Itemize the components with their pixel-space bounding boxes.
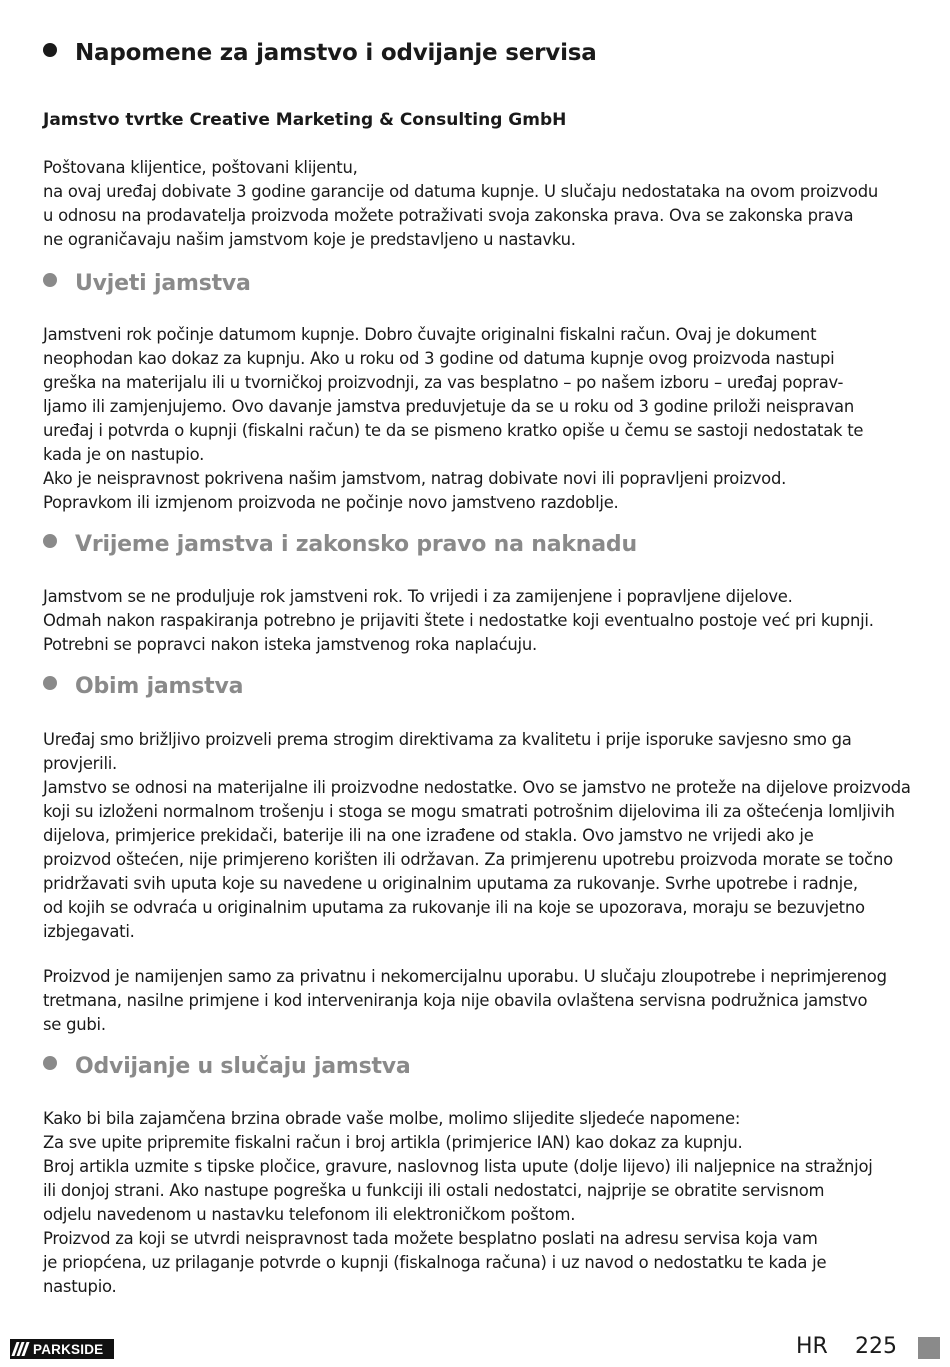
page-title-text: Napomene za jamstvo i odvijanje servisa [75,40,597,66]
language-code: HR [796,1334,828,1359]
text-line: od kojih se odvraća u originalnim uputama za rukovanje ili na koje se upozorava, moraju se bezuvjetno [43,898,865,917]
bullet-icon [43,1056,57,1070]
section-heading-text: Vrijeme jamstva i zakonsko pravo na naknadu [75,532,637,557]
text-line: u odnosu na prodavatelja proizvoda možete potraživati svoja zakonska prava. Ova se zakonska prava [43,206,854,225]
bullet-icon [43,676,57,690]
page-number: 225 [855,1334,897,1359]
text-line: kada je on nastupio. [43,445,205,464]
intro-paragraph [43,156,913,252]
text-line: izbjegavati. [43,922,135,941]
section-paragraph [43,965,913,1037]
text-line: tretmana, nasilne primjene i kod interveniranja koja nije obavila ovlaštena servisna podružnica jamstvo [43,991,868,1010]
text-line: provjerili. [43,754,118,773]
text-line: nastupio. [43,1277,117,1296]
text-line: odjelu navedenom u nastavku telefonom ili elektroničkom poštom. [43,1205,576,1224]
section-heading-text: Obim jamstva [75,674,244,699]
brand-name: PARKSIDE [33,1341,104,1357]
page-marker-square [918,1337,940,1359]
text-line: ljamo ili zamjenjujemo. Ovo davanje jamstva preduvjetuje da se u roku od 3 godine priloži neispravan [43,397,854,416]
text-line: Proizvod za koji se utvrdi neispravnost tada možete besplatno poslati na adresu servisa koja vam [43,1229,818,1248]
section-paragraph [43,323,913,515]
text-line: koji su izloženi normalnom trošenju i stoga se mogu smatrati potrošnim dijelovima ili za oštećenja lomljivih [43,802,895,821]
text-line: pridržavati svih uputa koje su navedene u originalnim uputama za rukovanje. Svrhe upotrebe i radnje, [43,874,858,893]
text-line: dijelova, primjerice prekidači, baterije ili na one izrađene od stakla. Ovo jamstvo ne vrijedi ako je [43,826,814,845]
text-line: Potrebni se popravci nakon isteka jamstvenog roka naplaćuju. [43,635,537,654]
text-line: Popravkom ili izmjenom proizvoda ne počinje novo jamstveno razdoblje. [43,493,619,512]
text-line: Kako bi bila zajamčena brzina obrade vaše molbe, molimo slijedite sljedeće napomene: [43,1109,741,1128]
text-line: ne ograničavaju našim jamstvom koje je predstavljeno u nastavku. [43,230,576,249]
text-line: Broj artikla uzmite s tipske pločice, gravure, naslovnog lista upute (dolje lijevo) ili naljepnice na stražnjoj [43,1157,873,1176]
section-paragraph [43,1107,913,1299]
text-line: Odmah nakon raspakiranja potrebno je prijaviti štete i nedostatke koji eventualno postoje već pri kupnji. [43,611,874,630]
section-paragraph [43,728,913,944]
section-subtitle: Jamstvo tvrtke Creative Marketing & Consulting GmbH [43,110,567,130]
text-line: na ovaj uređaj dobivate 3 godine garancije od datuma kupnje. U slučaju nedostataka na ovom proizvodu [43,182,878,201]
text-line: se gubi. [43,1015,106,1034]
text-line: Poštovana klijentice, poštovani klijentu, [43,158,358,177]
page-title [43,40,597,66]
text-line: Ako je neispravnost pokrivena našim jamstvom, natrag dobivate novi ili popravljeni proizvod. [43,469,787,488]
text-line: Jamstvo se odnosi na materijalne ili proizvodne nedostatke. Ovo se jamstvo ne proteže na dijelove proizvoda [43,778,911,797]
brand-logo [10,1339,114,1359]
section-heading-odvijanje [43,1054,411,1079]
section-heading-text: Uvjeti jamstva [75,271,251,296]
text-line: greška na materijalu ili u tvorničkoj proizvodnji, za vas besplatno – po našem izboru – uređaj poprav- [43,373,844,392]
section-paragraph [43,585,913,657]
text-line: uređaj i potvrda o kupnji (fiskalni račun) te da se pismeno kratko opiše u čemu se sastoji nedostatak te [43,421,864,440]
text-line: je priopćena, uz prilaganje potvrde o kupnji (fiskalnoga računa) i uz navod o nedostatku te kada je [43,1253,827,1272]
text-line: Jamstvom se ne produljuje rok jamstveni rok. To vrijedi i za zamijenjene i popravljene dijelove. [43,587,793,606]
text-line: neophodan kao dokaz za kupnju. Ako u roku od 3 godine od datuma kupnje ovog proizvoda nastupi [43,349,835,368]
bullet-icon [43,43,57,57]
text-line: Proizvod je namijenjen samo za privatnu i nekomercijalnu uporabu. U slučaju zloupotrebe i neprimjerenog [43,967,887,986]
section-heading-vrijeme [43,532,637,557]
section-heading-uvjeti [43,271,251,296]
logo-stripes-icon [14,1342,29,1356]
text-line: ili donjoj strani. Ako nastupe pogreška u funkciji ili ostali nedostatci, najprije se obratite servisnom [43,1181,825,1200]
bullet-icon [43,534,57,548]
text-line: Za sve upite pripremite fiskalni račun i broj artikla (primjerice IAN) kao dokaz za kupnju. [43,1133,743,1152]
text-line: proizvod oštećen, nije primjereno korišten ili održavan. Za primjerenu upotrebu proizvoda morate se točno [43,850,893,869]
text-line: Jamstveni rok počinje datumom kupnje. Dobro čuvajte originalni fiskalni račun. Ovaj je dokument [43,325,817,344]
bullet-icon [43,273,57,287]
section-heading-text: Odvijanje u slučaju jamstva [75,1054,411,1079]
section-heading-obim [43,674,243,699]
text-line: Uređaj smo brižljivo proizveli prema strogim direktivama za kvalitetu i prije isporuke savjesno smo ga [43,730,852,749]
